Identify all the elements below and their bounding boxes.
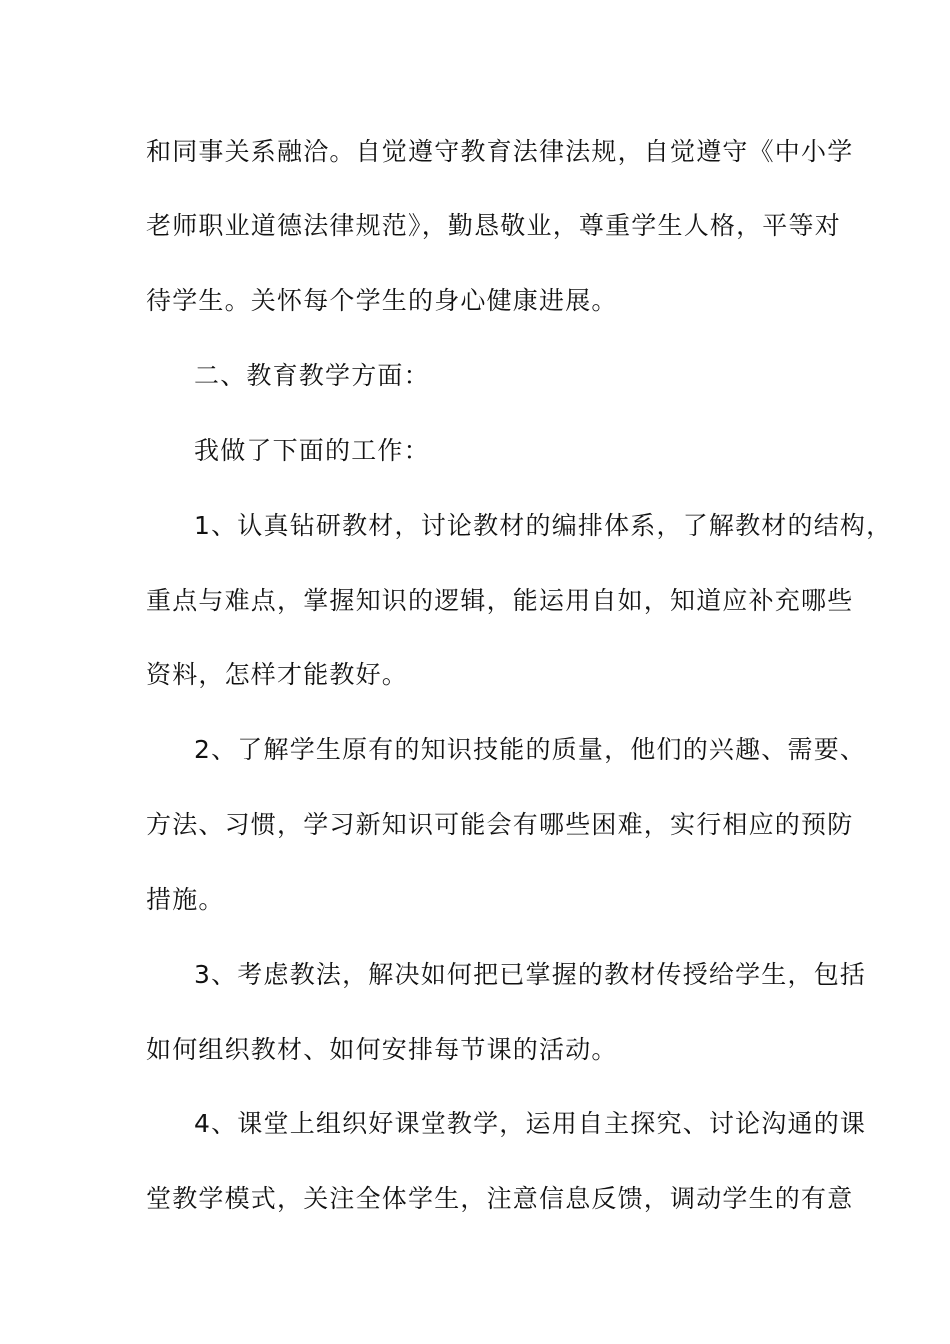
text-line: 如何组织教材、如何安排每节课的活动。: [146, 1035, 618, 1064]
section-heading: 二、教育教学方面：: [194, 361, 430, 390]
text-line: 资料，怎样才能教好。: [146, 660, 409, 689]
text-line: 措施。: [146, 885, 225, 914]
text-line: 老师职业道德法律规范》，勤恳敬业，尊重学生人格，平等对: [146, 211, 841, 240]
text-line: 待学生。关怀每个学生的身心健康进展。: [146, 286, 618, 315]
text-line: 重点与难点，掌握知识的逻辑，能运用自如，知道应补充哪些: [146, 586, 854, 615]
list-item: 1、认真钻研教材，讨论教材的编排体系，了解教材的结构，: [194, 511, 893, 540]
text-line: 和同事关系融洽。自觉遵守教育法律法规，自觉遵守《中小学: [146, 137, 854, 166]
text-line: 我做了下面的工作：: [194, 436, 430, 465]
list-item: 4、课堂上组织好课堂教学，运用自主探究、讨论沟通的课: [194, 1109, 867, 1138]
list-item: 2、了解学生原有的知识技能的质量，他们的兴趣、需要、: [194, 735, 867, 764]
text-line: 方法、习惯，学习新知识可能会有哪些困难，实行相应的预防: [146, 810, 854, 839]
list-item: 3、考虑教法，解决如何把已掌握的教材传授给学生，包括: [194, 960, 867, 989]
text-line: 堂教学模式，关注全体学生，注意信息反馈，调动学生的有意: [146, 1184, 854, 1213]
